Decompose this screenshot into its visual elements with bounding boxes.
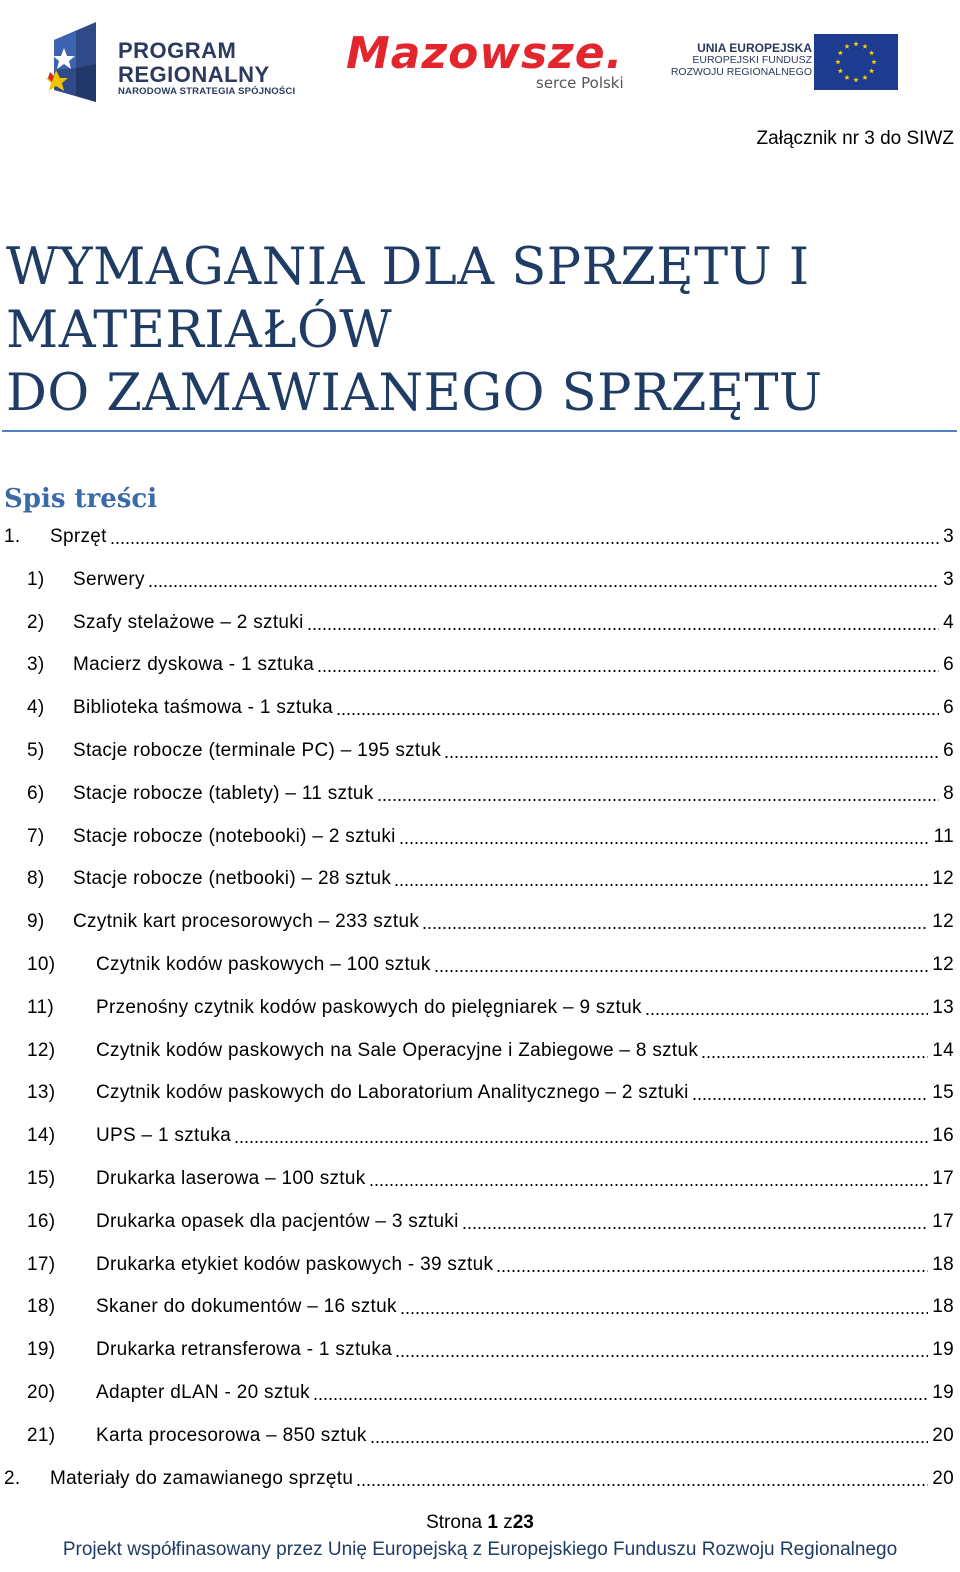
- toc-entry-number: 2.: [4, 1467, 21, 1489]
- toc-entry[interactable]: [0, 783, 954, 807]
- toc-entry-number: 9): [27, 911, 45, 933]
- toc-dot-leader: [370, 1440, 929, 1444]
- program-logo-line2: REGIONALNY: [118, 62, 270, 87]
- toc-entry-text: Przenośny czytnik kodów paskowych do pielęgniarek – 9 sztuk: [96, 996, 642, 1018]
- toc-dot-leader: [462, 1226, 929, 1230]
- toc-dot-leader: [399, 841, 930, 845]
- toc-entry-text: Drukarka retransferowa - 1 sztuka: [96, 1339, 393, 1361]
- toc-entry-text: Serwery: [73, 568, 145, 590]
- toc-entry-page: 12: [932, 954, 954, 975]
- toc-entry-text: Stacje robocze (terminale PC) – 195 sztuk: [73, 740, 442, 761]
- toc-entry-page: 3: [943, 526, 954, 547]
- toc-dot-leader: [369, 1183, 929, 1187]
- toc-entry[interactable]: [0, 1425, 954, 1449]
- toc-entry-text: Stacje robocze (notebooki) – 2 sztuki: [73, 825, 396, 847]
- toc-entry[interactable]: [0, 612, 954, 636]
- toc-entry[interactable]: [0, 1082, 954, 1106]
- toc-dot-leader: [395, 1354, 928, 1358]
- eu-flag-icon: [814, 34, 898, 90]
- toc-entry-page: 12: [932, 868, 954, 890]
- toc-entry-number: 16): [27, 1210, 56, 1232]
- toc-entry-text: Adapter dLAN - 20 sztuk: [96, 1382, 310, 1403]
- toc-entry-text: Stacje robocze (tablety) – 11 sztuk: [73, 782, 374, 804]
- toc-entry-page: 15: [932, 1082, 954, 1104]
- toc-entry-number: 12): [27, 1039, 56, 1061]
- toc-entry-number: 11): [27, 996, 54, 1018]
- title-divider: [2, 430, 957, 432]
- toc-entry-page: 6: [943, 654, 954, 676]
- toc-entry[interactable]: [0, 1211, 954, 1235]
- toc-entry-page: 13: [932, 996, 954, 1018]
- toc-entry[interactable]: [0, 1040, 954, 1064]
- toc-dot-leader: [701, 1055, 928, 1059]
- attachment-label: Załącznik nr 3 do SIWZ: [756, 128, 954, 149]
- toc-heading: Spis treści: [4, 484, 158, 514]
- toc-dot-leader: [496, 1269, 928, 1273]
- toc-entry[interactable]: [0, 654, 954, 678]
- toc-entry-number: 4): [27, 697, 45, 719]
- toc-entry-page: 20: [932, 1467, 954, 1489]
- toc-entry-page: 6: [943, 740, 954, 761]
- toc-entry-text: Drukarka opasek dla pacjentów – 3 sztuki: [96, 1210, 459, 1232]
- toc-entry-number: 1): [27, 568, 45, 590]
- toc-entry-page: 17: [932, 1210, 954, 1232]
- unia-europejska-logo: [664, 32, 904, 92]
- toc-entry-number: 17): [27, 1253, 56, 1275]
- toc-entry[interactable]: [0, 997, 954, 1021]
- header-logos: [0, 0, 960, 115]
- document-title-line3: DO ZAMAWIANEGO SPRZĘTU: [6, 364, 823, 423]
- toc-entry-text: Karta procesorowa – 850 sztuk: [96, 1424, 367, 1446]
- page-current: 1: [487, 1512, 498, 1533]
- toc-entry[interactable]: [0, 569, 954, 593]
- page-separator: z: [503, 1512, 513, 1533]
- toc-dot-leader: [692, 1097, 929, 1101]
- toc-entry-page: 20: [932, 1424, 954, 1446]
- program-logo-line3: NARODOWA STRATEGIA SPÓJNOŚCI: [118, 86, 296, 97]
- toc-entry-page: 16: [932, 1125, 954, 1147]
- toc-entry[interactable]: [0, 1296, 954, 1320]
- toc-entry-page: 4: [943, 611, 954, 633]
- toc-entry-page: 3: [943, 568, 954, 590]
- ue-logo-line2: EUROPEJSKI FUNDUSZ: [692, 54, 812, 66]
- toc-dot-leader: [148, 584, 939, 588]
- toc-dot-leader: [317, 669, 939, 673]
- toc-entry-number: 2): [27, 611, 45, 633]
- toc-dot-leader: [313, 1397, 928, 1401]
- toc-entry-number: 13): [27, 1082, 56, 1104]
- toc-dot-leader: [394, 883, 928, 887]
- toc-entry-text: Drukarka laserowa – 100 sztuk: [96, 1168, 366, 1189]
- toc-entry-number: 10): [27, 954, 56, 975]
- toc-entry[interactable]: [0, 526, 954, 550]
- toc-entry-page: 19: [932, 1382, 954, 1403]
- toc-dot-leader: [434, 969, 929, 973]
- toc-entry-number: 15): [27, 1168, 56, 1189]
- toc-entry[interactable]: [0, 1125, 954, 1149]
- ue-logo-text: [671, 42, 812, 78]
- program-regionalny-logo: [46, 18, 316, 108]
- toc-entry-text: Czytnik kodów paskowych do Laboratorium Analitycznego – 2 sztuki: [96, 1082, 689, 1104]
- toc-entry-text: Szafy stelażowe – 2 sztuki: [73, 611, 304, 633]
- toc-entry-text: Czytnik kart procesorowych – 233 sztuk: [73, 911, 420, 933]
- toc-entry-page: 18: [932, 1253, 954, 1275]
- footer-project-line: Projekt współfinasowany przez Unię Europejską z Europejskiego Funduszu Rozwoju Regionalnego: [62, 1539, 898, 1560]
- toc-entry-text: Sprzęt: [50, 526, 107, 547]
- toc-entry-text: Drukarka etykiet kodów paskowych - 39 sztuk: [96, 1253, 494, 1275]
- toc-entry[interactable]: [0, 740, 954, 764]
- toc-entry[interactable]: [0, 697, 954, 721]
- toc-dot-leader: [234, 1140, 928, 1144]
- toc-entry-number: 21): [27, 1424, 56, 1446]
- mazowsze-logo: [346, 28, 626, 98]
- toc-entry-page: 8: [943, 782, 954, 804]
- toc-dot-leader: [400, 1311, 928, 1315]
- toc-entry-text: Macierz dyskowa - 1 sztuka: [73, 654, 315, 676]
- toc-entry-number: 3): [27, 654, 45, 676]
- toc-entry[interactable]: [0, 1468, 954, 1492]
- toc-dot-leader: [645, 1012, 929, 1016]
- toc-entry-number: 7): [27, 825, 45, 847]
- toc-dot-leader: [110, 541, 939, 545]
- toc-entry-number: 14): [27, 1125, 56, 1147]
- toc-entry[interactable]: [0, 1168, 954, 1192]
- toc-entry-page: 17: [932, 1168, 954, 1189]
- toc-entry-number: 18): [27, 1296, 56, 1318]
- toc-entry-page: 12: [932, 911, 954, 933]
- toc-entry[interactable]: [0, 1254, 954, 1278]
- toc-entry-text: Biblioteka taśmowa - 1 sztuka: [73, 697, 334, 719]
- page-prefix: Strona: [426, 1512, 483, 1533]
- page-number: [0, 1512, 960, 1534]
- toc-entry[interactable]: [0, 911, 954, 935]
- toc-entry-text: Skaner do dokumentów – 16 sztuk: [96, 1296, 397, 1318]
- document-title-line2: MATERIAŁÓW: [6, 301, 393, 360]
- toc-entry-page: 11: [933, 825, 954, 847]
- toc-entry[interactable]: [0, 868, 954, 892]
- ue-logo-line3: ROZWOJU REGIONALNEGO: [670, 66, 812, 78]
- document-title-line1: WYMAGANIA DLA SPRZĘTU I: [6, 238, 810, 297]
- toc-dot-leader: [444, 755, 939, 759]
- toc-entry-number: 5): [27, 740, 45, 761]
- toc-entry[interactable]: [0, 826, 954, 850]
- toc-entry-page: 14: [932, 1039, 954, 1061]
- toc-dot-leader: [377, 798, 940, 802]
- toc-entry[interactable]: [0, 954, 954, 978]
- toc-entry-text: Materiały do zamawianego sprzętu: [50, 1467, 354, 1489]
- toc-dot-leader: [307, 627, 940, 631]
- toc-entry-text: UPS – 1 sztuka: [96, 1125, 232, 1147]
- ue-logo-line1: UNIA EUROPEJSKA: [697, 41, 812, 55]
- toc-dot-leader: [422, 926, 928, 930]
- program-logo-line1: PROGRAM: [118, 38, 237, 63]
- toc-entry-number: 6): [27, 782, 45, 804]
- toc-entry-text: Stacje robocze (netbooki) – 28 sztuk: [73, 868, 392, 890]
- toc-entry-page: 18: [932, 1296, 954, 1318]
- page-total: 23: [512, 1512, 534, 1533]
- toc-entry-number: 20): [27, 1382, 56, 1403]
- toc-entry-page: 6: [943, 697, 954, 719]
- toc-entry-number: 19): [27, 1339, 56, 1361]
- toc-dot-leader: [356, 1483, 928, 1487]
- toc-entry[interactable]: [0, 1382, 954, 1406]
- document-title: [6, 236, 956, 425]
- toc-entry[interactable]: [0, 1339, 954, 1363]
- toc-entry-text: Czytnik kodów paskowych na Sale Operacyjne i Zabiegowe – 8 sztuk: [96, 1039, 699, 1061]
- mazowsze-logo-subtitle: serce Polski: [536, 74, 624, 92]
- toc-dot-leader: [336, 712, 939, 716]
- toc-entry-number: 8): [27, 868, 45, 890]
- program-regionalny-emblem-icon: [46, 18, 106, 106]
- toc-entry-page: 19: [932, 1339, 954, 1361]
- toc-entry-number: 1.: [4, 526, 21, 547]
- toc-entry-text: Czytnik kodów paskowych – 100 sztuk: [96, 954, 431, 975]
- mazowsze-logo-word: Mazowsze.: [346, 28, 624, 79]
